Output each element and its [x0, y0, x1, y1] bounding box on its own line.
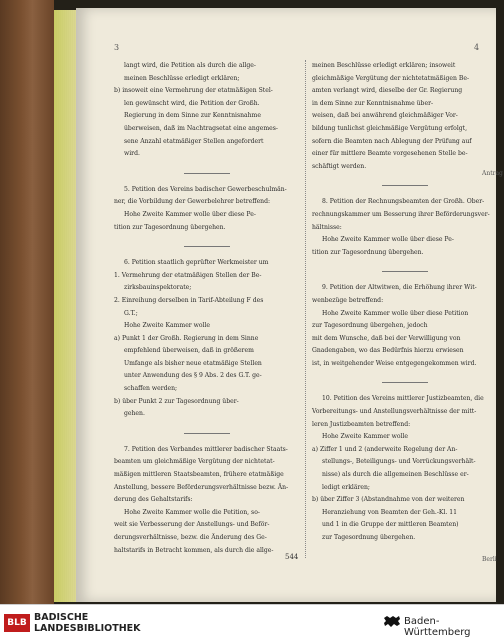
entry-body: tition zur Tagesordnung übergehen.	[312, 248, 424, 256]
separator	[184, 173, 230, 174]
text-line: ist, in weitgehender Weise entgegengekommen wird.	[312, 359, 477, 367]
entry-title: ner, die Vorbildung der Gewerbelehrer betreffend:	[114, 198, 271, 206]
list-item: Heranziehung von Beamten der Geh.-Kl. 11	[322, 508, 458, 516]
list-item: 2. Einreihung derselben in Tarif-Abteilung F des	[114, 296, 264, 304]
list-item: zur Tagesordnung übergehen.	[322, 534, 416, 541]
text-line: weisen, daß bei anwährend gleichmäßiger Vor-	[312, 112, 458, 120]
text-line: derungsverhältnisse, bezw. die Änderung des Ge-	[114, 534, 267, 541]
text-line: zur Tagesordnung übergehen, jedoch	[312, 322, 428, 330]
text-line: wenbezüge betreffend:	[312, 296, 384, 304]
list-item: G.T.;	[124, 309, 138, 317]
baden-wuerttemberg-label[interactable]: Baden-Württemberg	[404, 616, 471, 638]
entry-body: Hohe Zweite Kammer wolle über diese Pe-	[322, 236, 454, 244]
left-column	[114, 60, 300, 557]
text-line: überweisen, daß im Nachtragsetat eine angemes-	[124, 124, 278, 132]
entry-body: Hohe Zweite Kammer wolle	[322, 433, 409, 441]
text-line: beamten um gleichmäßige Vergütung der nichtetat-	[114, 458, 275, 466]
text-line: mäßigen mittleren Staatsbeamten, frühere etatmäßige	[114, 471, 284, 479]
text-line: meinen Beschlüsse erledigt erklären;	[124, 74, 240, 82]
list-item: stellungs-, Beteiligungs- und Vorrückungsverhält-	[322, 458, 476, 466]
entry-body: Hohe Zweite Kammer wolle	[124, 322, 211, 330]
entry-body: Hohe Zweite Kammer wolle über diese Petition	[322, 309, 469, 317]
list-item: nisse) als durch die allgemeinen Beschlüsse er-	[322, 471, 469, 479]
entry-title: 7. Petition des Verbandes mittlerer badischer Staats-	[124, 445, 288, 453]
text-line: sofern die Beamten nach Ablegung der Prüfung auf	[312, 137, 472, 145]
text-line: mit dem Wunsche, daß bei der Verwilligung von	[312, 334, 461, 342]
text-line: amten verlangt wird, dieselbe der Gr. Regierung	[312, 87, 463, 95]
column-divider	[305, 60, 306, 558]
right-page-number: 4	[474, 43, 480, 52]
text-line: gleichmäßige Vergütung der nichtetatmäßigen Be-	[312, 74, 470, 82]
entry-title: 5. Petition des Vereins badischer Gewerbeschulmän-	[124, 185, 287, 193]
text-line: wird.	[124, 150, 140, 158]
entry-body: Hohe Zweite Kammer wolle über diese Pe-	[124, 210, 256, 218]
blb-label-line2: LANDESBIBLIOTHEK	[34, 623, 141, 634]
entry-title: 8. Petition der Rechnungsbeamten der Großh. Ober-	[322, 198, 485, 206]
footer-bar	[0, 604, 504, 641]
list-item: schaffen werden;	[124, 385, 178, 393]
entry-title: 10. Petition des Vereins mittlerer Justizbeamten, die	[322, 395, 484, 403]
text-line: Regierung in dem Sinne zur Kenntnisnahme	[124, 112, 261, 120]
text-line: len gewünscht wird, die Petition der Großh.	[124, 99, 260, 107]
text-line: weit sie Verbesserung der Anstellungs- und Beför-	[114, 521, 270, 529]
entry-title: hältnisse:	[312, 223, 342, 231]
list-item: a) Ziffer 1 und 2 (anderweite Regelung der An-	[312, 445, 458, 453]
entry-title: 6. Petition staatlich geprüfter Werkmeister um	[124, 259, 269, 267]
text-line: sene Anzahl etatmäßiger Stellen angefordert	[124, 137, 264, 145]
list-item: gehen.	[124, 410, 145, 418]
text-line: bildung tunlichst gleichmäßige Vergütung erfolgt,	[312, 124, 468, 132]
text-line: langt wird, die Petition als durch die allge-	[124, 62, 256, 69]
separator	[382, 382, 428, 383]
blb-label[interactable]	[34, 612, 141, 634]
separator	[184, 433, 230, 434]
list-item: b) über Punkt 2 zur Tagesordnung über-	[114, 397, 239, 405]
entry-title: 9. Petition der Altwitwen, die Erhöhung ihrer Wit-	[322, 284, 477, 292]
separator	[382, 185, 428, 186]
list-item: ledigt erklären;	[322, 483, 370, 491]
text-line: Vorbereitungs- und Anstellungsverhältnisse der mitt-	[312, 408, 477, 416]
list-item: unter Anwendung des § 9 Abs. 2 des G.T. ge-	[124, 372, 262, 380]
text-line: meinen Beschlüsse erledigt erklären; insoweit	[312, 62, 456, 69]
page-edges	[54, 10, 76, 602]
list-item: und 1 in die Gruppe der mittleren Beamten)	[322, 521, 459, 529]
text-line: Gnadengaben, wo das Bedürfnis hierzu erwiesen	[312, 347, 464, 355]
entry-body: Hohe Zweite Kammer wolle die Petition, so-	[124, 508, 260, 516]
right-column	[312, 60, 498, 545]
separator	[382, 271, 428, 272]
blb-label-line1: BADISCHE	[34, 612, 89, 623]
text-line: schäftigt werden.	[312, 162, 367, 170]
list-item: a) Punkt 1 der Großh. Regierung in dem Sinne	[114, 334, 259, 342]
list-item: zirksbauinspektorate;	[124, 284, 192, 292]
text-line: in dem Sinne zur Kenntnisnahme über-	[312, 99, 434, 107]
list-item: b) über Ziffer 3 (Abstandnahme von der weiteren	[312, 496, 465, 504]
text-line: b) insoweit eine Vermehrung der etatmäßigen Stel-	[114, 87, 273, 95]
left-page-number: 3	[114, 43, 120, 52]
margin-mark: Antrag	[482, 170, 503, 177]
text-line: einer für mittlere Beamte vorgesehenen Stelle be-	[312, 150, 468, 158]
text-line: haltstarifs in Betracht kommen, als durch die allge-	[114, 546, 274, 554]
list-item: empfehlend überweisen, daß in größerem	[124, 347, 254, 355]
text-line: leren Justizbeamten betreffend:	[312, 420, 411, 428]
list-item: 1. Vermehrung der etatmäßigen Stellen der Be-	[114, 271, 262, 279]
baden-wuerttemberg-logo-icon[interactable]	[383, 615, 401, 631]
separator	[184, 246, 230, 247]
entry-title: rechnungskammer um Besserung ihrer Beförderungsver-	[312, 210, 490, 218]
page-footer-number: 544	[285, 553, 299, 561]
blb-logo[interactable]: BLB	[4, 614, 30, 632]
book-cover	[0, 0, 54, 604]
text-line: derung des Gehaltstarifs:	[114, 496, 193, 504]
margin-mark: Berli	[482, 556, 497, 563]
text-line: Anstellung, bessere Beförderungsverhältnisse bezw. Än-	[114, 483, 289, 491]
list-item: Umfange als bisher neue etatmäßige Stellen	[124, 359, 262, 367]
entry-body: tition zur Tagesordnung übergehen.	[114, 223, 226, 231]
